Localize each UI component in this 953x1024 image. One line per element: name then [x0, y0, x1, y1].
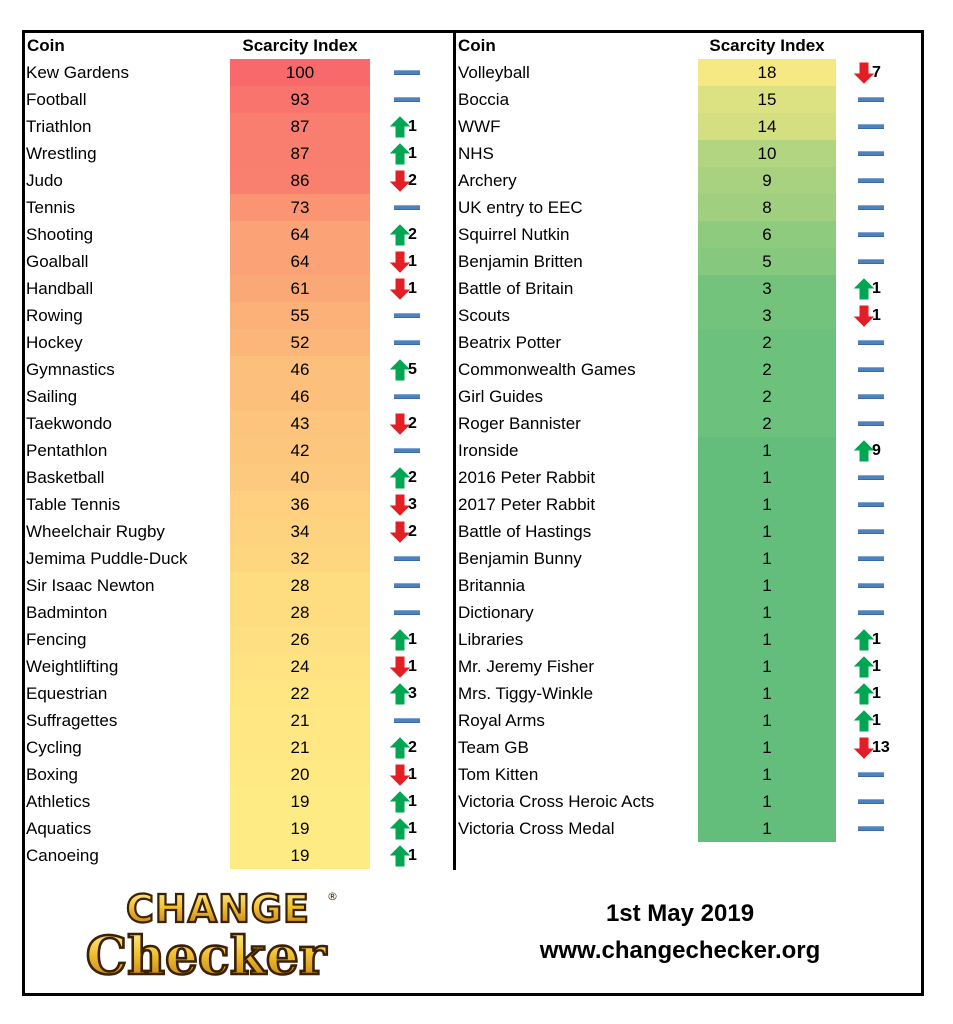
no-change-icon — [858, 151, 884, 156]
scarcity-index-cell: 1 — [698, 518, 836, 545]
no-change-icon — [858, 421, 884, 426]
no-change-icon — [858, 556, 884, 561]
no-change-icon — [858, 610, 884, 615]
coin-name: Beatrix Potter — [458, 333, 561, 352]
table-row — [0, 545, 953, 572]
scarcity-index-cell: 52 — [230, 329, 370, 356]
scarcity-index-cell: 36 — [230, 491, 370, 518]
coin-name: Triathlon — [26, 117, 92, 136]
rank-change-count: 5 — [408, 361, 417, 378]
scarcity-index-cell: 1 — [698, 680, 836, 707]
scarcity-index-cell: 93 — [230, 86, 370, 113]
coin-name: Athletics — [26, 792, 91, 811]
no-change-icon — [858, 799, 884, 804]
coin-name: Weightlifting — [26, 657, 119, 676]
coin-name: Benjamin Bunny — [458, 549, 582, 568]
scarcity-index-cell: 32 — [230, 545, 370, 572]
trend-indicator — [848, 734, 904, 761]
coin-name: Mr. Jeremy Fisher — [458, 657, 595, 676]
no-change-icon — [858, 826, 884, 831]
scarcity-index-cell: 1 — [698, 653, 836, 680]
coin-name: Taekwondo — [26, 414, 113, 433]
rank-change-count: 3 — [408, 685, 417, 702]
coin-name: Battle of Hastings — [458, 522, 592, 541]
table-row — [0, 275, 953, 302]
trend-indicator — [848, 248, 904, 275]
table-row — [0, 491, 953, 518]
scarcity-index-cell: 42 — [230, 437, 370, 464]
scarcity-index-cell: 19 — [230, 815, 370, 842]
table-row — [0, 626, 953, 653]
rank-change-count: 1 — [408, 118, 417, 135]
scarcity-index-cell: 87 — [230, 113, 370, 140]
table-row — [0, 842, 953, 869]
website-url: www.changechecker.org — [539, 937, 821, 964]
coin-name: Rowing — [26, 306, 83, 325]
scarcity-index-cell: 64 — [230, 248, 370, 275]
trend-indicator — [848, 761, 904, 788]
no-change-icon — [858, 475, 884, 480]
rank-change-count: 2 — [408, 172, 417, 189]
rank-change-count: 1 — [872, 307, 881, 324]
trend-indicator — [848, 275, 904, 302]
scarcity-index-cell: 2 — [698, 410, 836, 437]
coin-name: Archery — [458, 171, 517, 190]
coin-name: Football — [26, 90, 87, 109]
rank-change-count: 1 — [872, 712, 881, 729]
coin-name: Squirrel Nutkin — [458, 225, 570, 244]
scarcity-index-cell: 2 — [698, 356, 836, 383]
scarcity-index-cell: 34 — [230, 518, 370, 545]
scarcity-index-cell: 40 — [230, 464, 370, 491]
table-row — [0, 329, 953, 356]
rank-change-count: 1 — [872, 685, 881, 702]
coin-name: Goalball — [26, 252, 89, 271]
coin-name: UK entry to EEC — [458, 198, 583, 217]
coin-name: Boxing — [26, 765, 78, 784]
trend-indicator — [848, 113, 904, 140]
scarcity-index-cell: 1 — [698, 734, 836, 761]
scarcity-index-cell: 1 — [698, 572, 836, 599]
scarcity-index-cell: 6 — [698, 221, 836, 248]
trend-indicator — [848, 545, 904, 572]
scarcity-index-cell: 15 — [698, 86, 836, 113]
scarcity-index-cell: 26 — [230, 626, 370, 653]
trend-indicator — [848, 356, 904, 383]
trend-indicator — [848, 815, 904, 842]
scarcity-index-cell: 2 — [698, 383, 836, 410]
header-coin-right: Coin — [458, 36, 496, 55]
scarcity-index-cell: 43 — [230, 410, 370, 437]
coin-name: Boccia — [458, 90, 510, 109]
scarcity-index-cell: 9 — [698, 167, 836, 194]
scarcity-index-cell: 19 — [230, 842, 370, 869]
header-index-left: Scarcity Index — [242, 36, 358, 55]
logo-word-change: CHANGE — [125, 887, 311, 931]
no-change-icon — [858, 97, 884, 102]
table-row — [0, 707, 953, 734]
coin-name: Canoeing — [26, 846, 99, 865]
trend-indicator — [848, 707, 904, 734]
table-row — [0, 86, 953, 113]
rank-change-count: 1 — [408, 145, 417, 162]
coin-name: Britannia — [458, 576, 526, 595]
rank-change-count: 7 — [872, 64, 881, 81]
table-row — [0, 437, 953, 464]
coin-name: Sir Isaac Newton — [26, 576, 155, 595]
scarcity-index-cell: 28 — [230, 599, 370, 626]
header-index-right: Scarcity Index — [709, 36, 825, 55]
table-row — [0, 761, 953, 788]
coin-name: Fencing — [26, 630, 87, 649]
scarcity-index-cell: 21 — [230, 734, 370, 761]
scarcity-index-cell: 46 — [230, 356, 370, 383]
coin-name: Table Tennis — [26, 495, 121, 514]
rank-change-count: 1 — [408, 658, 417, 675]
scarcity-index-cell: 1 — [698, 788, 836, 815]
rank-change-count: 2 — [408, 469, 417, 486]
scarcity-index-cell: 46 — [230, 383, 370, 410]
coin-name: Pentathlon — [26, 441, 108, 460]
no-change-icon — [858, 529, 884, 534]
no-change-icon — [858, 259, 884, 264]
rank-change-count: 1 — [872, 631, 881, 648]
table-row — [0, 59, 953, 86]
trend-indicator — [848, 518, 904, 545]
table-row — [0, 410, 953, 437]
coin-name: Equestrian — [26, 684, 108, 703]
table-row — [0, 815, 953, 842]
table-row — [0, 383, 953, 410]
coin-name: Victoria Cross Medal — [458, 819, 615, 838]
rank-change-count: 1 — [408, 766, 417, 783]
rank-change-count: 1 — [408, 847, 417, 864]
trend-indicator — [848, 59, 904, 86]
table-row — [0, 599, 953, 626]
rank-change-count: 2 — [408, 226, 417, 243]
no-change-icon — [858, 772, 884, 777]
scarcity-index-cell: 73 — [230, 194, 370, 221]
trend-indicator — [848, 194, 904, 221]
table-row — [0, 572, 953, 599]
coin-name: Victoria Cross Heroic Acts — [458, 792, 655, 811]
table-row — [0, 248, 953, 275]
trend-indicator — [848, 383, 904, 410]
scarcity-index-cell: 19 — [230, 788, 370, 815]
table-row — [0, 356, 953, 383]
coin-name: 2017 Peter Rabbit — [458, 495, 596, 514]
scarcity-index-cell: 28 — [230, 572, 370, 599]
scarcity-index-cell: 1 — [698, 464, 836, 491]
trend-indicator — [848, 167, 904, 194]
scarcity-index-cell: 86 — [230, 167, 370, 194]
coin-name: Jemima Puddle-Duck — [26, 549, 188, 568]
rank-change-count: 1 — [408, 820, 417, 837]
scarcity-index-cell: 1 — [698, 626, 836, 653]
table-row — [0, 302, 953, 329]
scarcity-index-cell: 8 — [698, 194, 836, 221]
trend-indicator — [848, 221, 904, 248]
scarcity-index-cell: 3 — [698, 302, 836, 329]
coin-name: Hockey — [26, 333, 83, 352]
table-row — [0, 113, 953, 140]
no-change-icon — [858, 583, 884, 588]
trend-indicator — [848, 86, 904, 113]
coin-name: Tennis — [26, 198, 76, 217]
coin-name: Scouts — [458, 306, 510, 325]
trend-indicator — [848, 464, 904, 491]
coin-name: Volleyball — [458, 63, 530, 82]
rank-change-count: 9 — [872, 442, 881, 459]
scarcity-index-cell: 21 — [230, 707, 370, 734]
scarcity-index-cell: 64 — [230, 221, 370, 248]
table-row — [0, 464, 953, 491]
coin-name: Handball — [26, 279, 94, 298]
trend-indicator — [848, 140, 904, 167]
no-change-icon — [858, 124, 884, 129]
rank-change-count: 1 — [408, 631, 417, 648]
scarcity-index-cell: 1 — [698, 491, 836, 518]
coin-name: Libraries — [458, 630, 524, 649]
table-row — [0, 194, 953, 221]
scarcity-index-cell: 1 — [698, 437, 836, 464]
table-row — [0, 734, 953, 761]
coin-name: Aquatics — [26, 819, 92, 838]
trend-indicator — [848, 788, 904, 815]
no-change-icon — [858, 178, 884, 183]
scarcity-index-cell: 5 — [698, 248, 836, 275]
rank-change-count: 1 — [872, 280, 881, 297]
no-change-icon — [858, 502, 884, 507]
coin-name: Wrestling — [26, 144, 97, 163]
trend-indicator — [848, 302, 904, 329]
rank-change-count: 2 — [408, 415, 417, 432]
table-row — [0, 518, 953, 545]
coin-name: Mrs. Tiggy-Winkle — [458, 684, 594, 703]
trend-indicator — [848, 572, 904, 599]
coin-name: Suffragettes — [26, 711, 118, 730]
coin-name: Badminton — [26, 603, 108, 622]
coin-name: Benjamin Britten — [458, 252, 583, 271]
coin-name: WWF — [458, 117, 501, 136]
coin-name: Ironside — [458, 441, 519, 460]
coin-name: Judo — [26, 171, 63, 190]
scarcity-index-cell: 1 — [698, 761, 836, 788]
trend-indicator — [848, 626, 904, 653]
scarcity-index-cell: 14 — [698, 113, 836, 140]
scarcity-index-cell: 2 — [698, 329, 836, 356]
change-checker-logo — [56, 886, 366, 982]
coin-name: Tom Kitten — [458, 765, 539, 784]
no-change-icon — [858, 232, 884, 237]
trend-indicator — [848, 653, 904, 680]
scarcity-index-cell: 24 — [230, 653, 370, 680]
scarcity-index-cell: 1 — [698, 707, 836, 734]
rank-change-count: 13 — [872, 739, 890, 756]
scarcity-index-cell: 61 — [230, 275, 370, 302]
coin-name: Roger Bannister — [458, 414, 581, 433]
coin-name: NHS — [458, 144, 494, 163]
logo-registered-mark: ® — [327, 890, 338, 903]
coin-name: Cycling — [26, 738, 82, 757]
rank-change-count: 3 — [408, 496, 417, 513]
coin-name: Battle of Britain — [458, 279, 574, 298]
scarcity-index-cell: 18 — [698, 59, 836, 86]
rank-change-count: 1 — [408, 253, 417, 270]
no-change-icon — [858, 394, 884, 399]
logo-word-checker: Checker — [85, 926, 327, 982]
trend-indicator — [848, 599, 904, 626]
scarcity-index-cell: 22 — [230, 680, 370, 707]
coin-name: Girl Guides — [458, 387, 544, 406]
scarcity-index-cell: 20 — [230, 761, 370, 788]
no-change-icon — [858, 367, 884, 372]
scarcity-index-cell: 10 — [698, 140, 836, 167]
coin-name: Commonwealth Games — [458, 360, 636, 379]
trend-indicator — [848, 437, 904, 464]
scarcity-index-cell: 1 — [698, 545, 836, 572]
coin-name: Shooting — [26, 225, 94, 244]
scarcity-index-cell: 1 — [698, 815, 836, 842]
no-change-icon — [858, 340, 884, 345]
trend-indicator — [848, 329, 904, 356]
rank-change-count: 1 — [872, 658, 881, 675]
coin-name: Royal Arms — [458, 711, 545, 730]
coin-name: Wheelchair Rugby — [26, 522, 165, 541]
trend-indicator — [848, 491, 904, 518]
table-row — [0, 653, 953, 680]
coin-name: Team GB — [458, 738, 529, 757]
coin-name: 2016 Peter Rabbit — [458, 468, 596, 487]
trend-indicator — [848, 410, 904, 437]
coin-name: Basketball — [26, 468, 105, 487]
scarcity-index-cell: 55 — [230, 302, 370, 329]
coin-name: Gymnastics — [26, 360, 115, 379]
scarcity-index-cell: 3 — [698, 275, 836, 302]
table-row — [0, 167, 953, 194]
table-row — [0, 788, 953, 815]
coin-name: Sailing — [26, 387, 78, 406]
table-row — [0, 680, 953, 707]
rank-change-count: 2 — [408, 739, 417, 756]
table-row — [0, 221, 953, 248]
scarcity-index-cell: 1 — [698, 599, 836, 626]
scarcity-index-cell: 87 — [230, 140, 370, 167]
coin-name: Kew Gardens — [26, 63, 129, 82]
trend-indicator — [384, 842, 440, 869]
date-label: 1st May 2019 — [605, 900, 755, 927]
rank-change-count: 1 — [408, 793, 417, 810]
no-change-icon — [858, 205, 884, 210]
rank-change-count: 1 — [408, 280, 417, 297]
rank-change-count: 2 — [408, 523, 417, 540]
trend-indicator — [848, 680, 904, 707]
table-row — [0, 140, 953, 167]
header-coin-left: Coin — [27, 36, 65, 55]
scarcity-index-cell: 100 — [230, 59, 370, 86]
coin-name: Dictionary — [458, 603, 534, 622]
